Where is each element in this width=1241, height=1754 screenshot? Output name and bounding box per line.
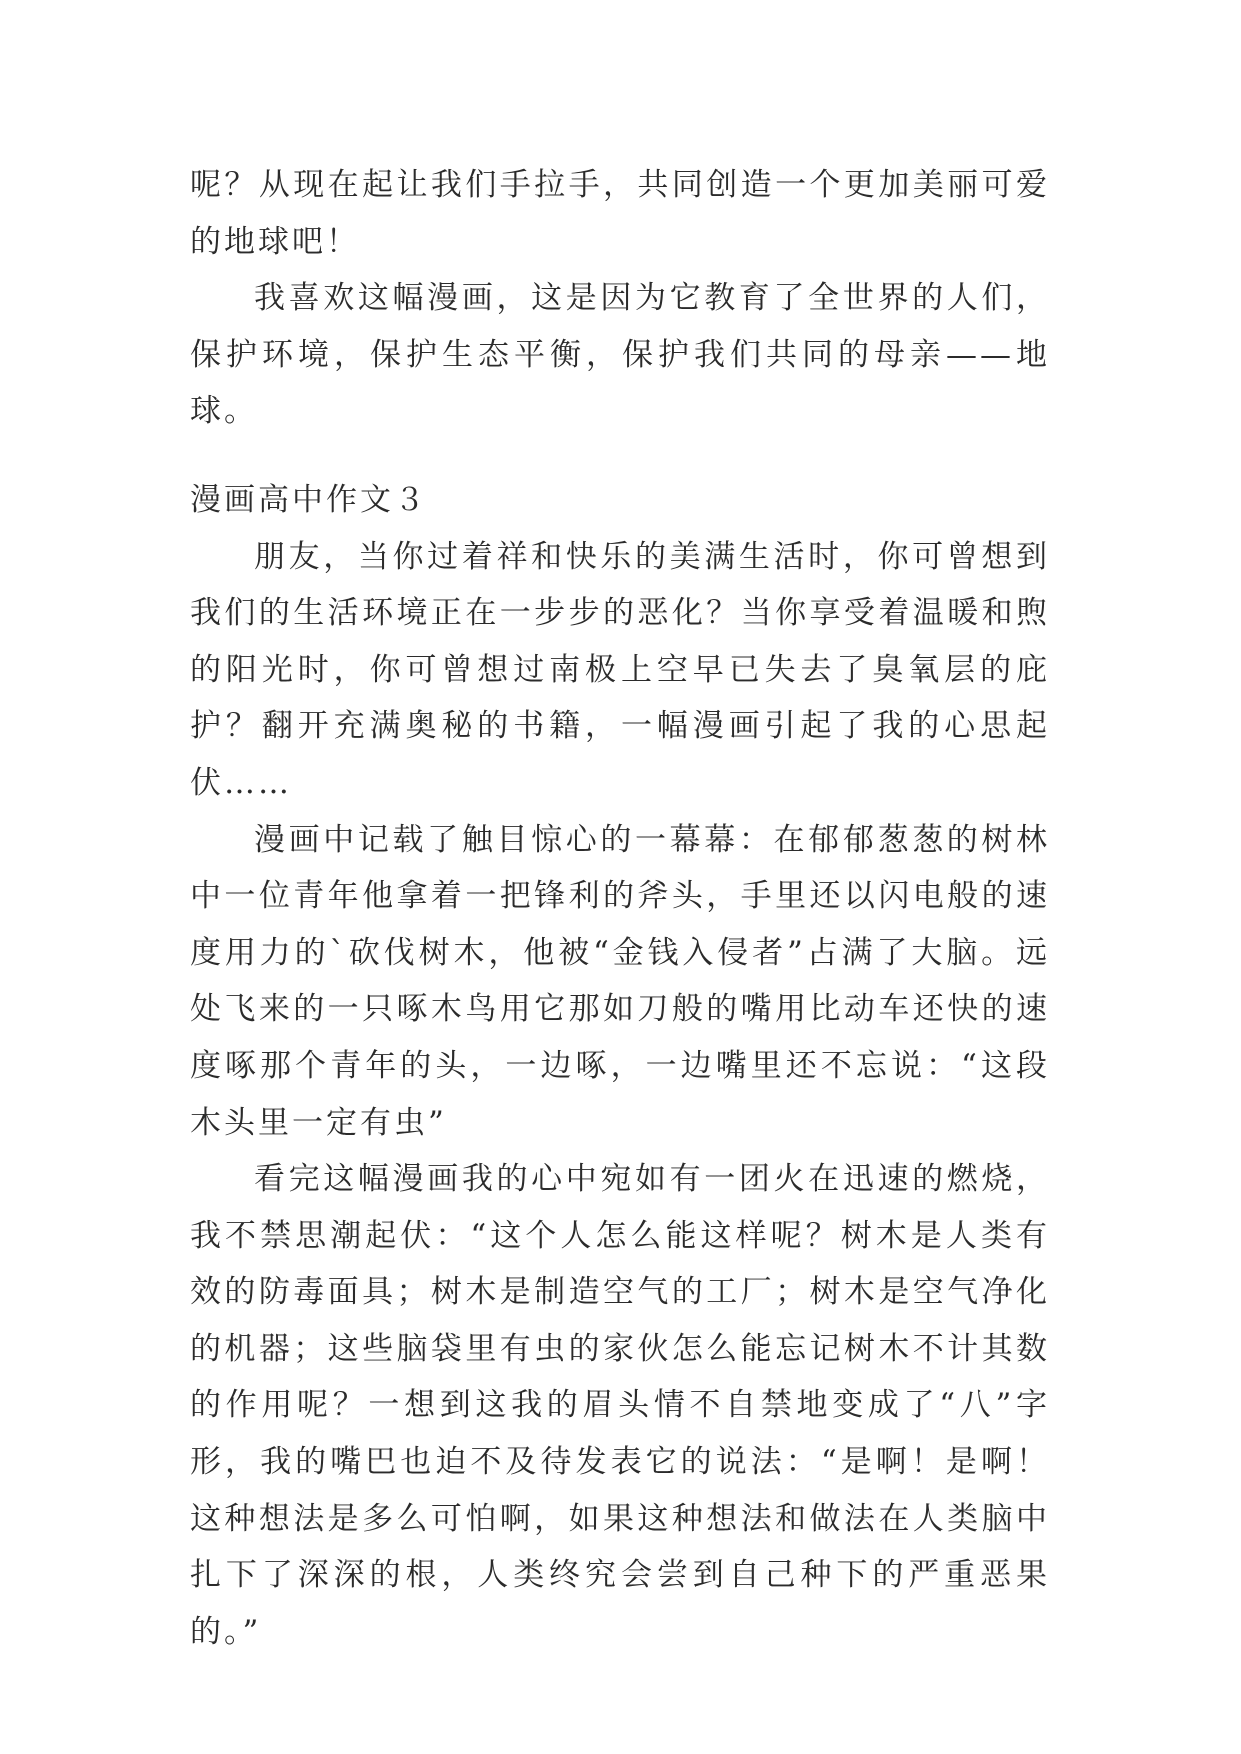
paragraph-continuation: 呢？从现在起让我们手拉手，共同创造一个更加美丽可爱的地球吧！: [190, 167, 1050, 260]
paragraph-closing: 我喜欢这幅漫画，这是因为它教育了全世界的人们，保护环境，保护生态平衡，保护我们共同的母亲——地球。: [190, 280, 1050, 430]
section-paragraph-3: 看完这幅漫画我的心中宛如有一团火在迅速的燃烧，我不禁思潮起伏：“这个人怎么能这样呢？树木是人类有效的防毒面具；树木是制造空气的工厂；树木是空气净化的机器；这些脑袋里有虫的家伙怎么能忘记树木不计其数的作用呢？一想到这我的眉头情不自禁地变成了“八”字形，我的嘴巴也迫不及待发表它的说法：“是啊！是啊！这种想法是多么可怕啊，如果这种想法和做法在人类脑中扎下了深深的根，人类终究会尝到自己种下的严重恶果的。”: [190, 1161, 1050, 1650]
section-heading: 漫画高中作文３: [190, 481, 428, 518]
section-paragraph-2: 漫画中记载了触目惊心的一幕幕：在郁郁葱葱的树林中一位青年他拿着一把锋利的斧头，手里还以闪电般的速度用力的`砍伐树木，他被“金钱入侵者”占满了大脑。远处飞来的一只啄木鸟用它那如刀般的嘴用比动车还快的速度啄那个青年的头，一边啄，一边嘴里还不忘说：“这段木头里一定有虫”: [190, 821, 1050, 1141]
document-body: [190, 157, 1050, 1660]
section-paragraph-1: 朋友，当你过着祥和快乐的美满生活时，你可曾想到我们的生活环境正在一步步的恶化？当你享受着温暖和煦的阳光时，你可曾想过南极上空早已失去了臭氧层的庇护？翻开充满奥秘的书籍，一幅漫画引起了我的心思起伏……: [190, 538, 1050, 801]
